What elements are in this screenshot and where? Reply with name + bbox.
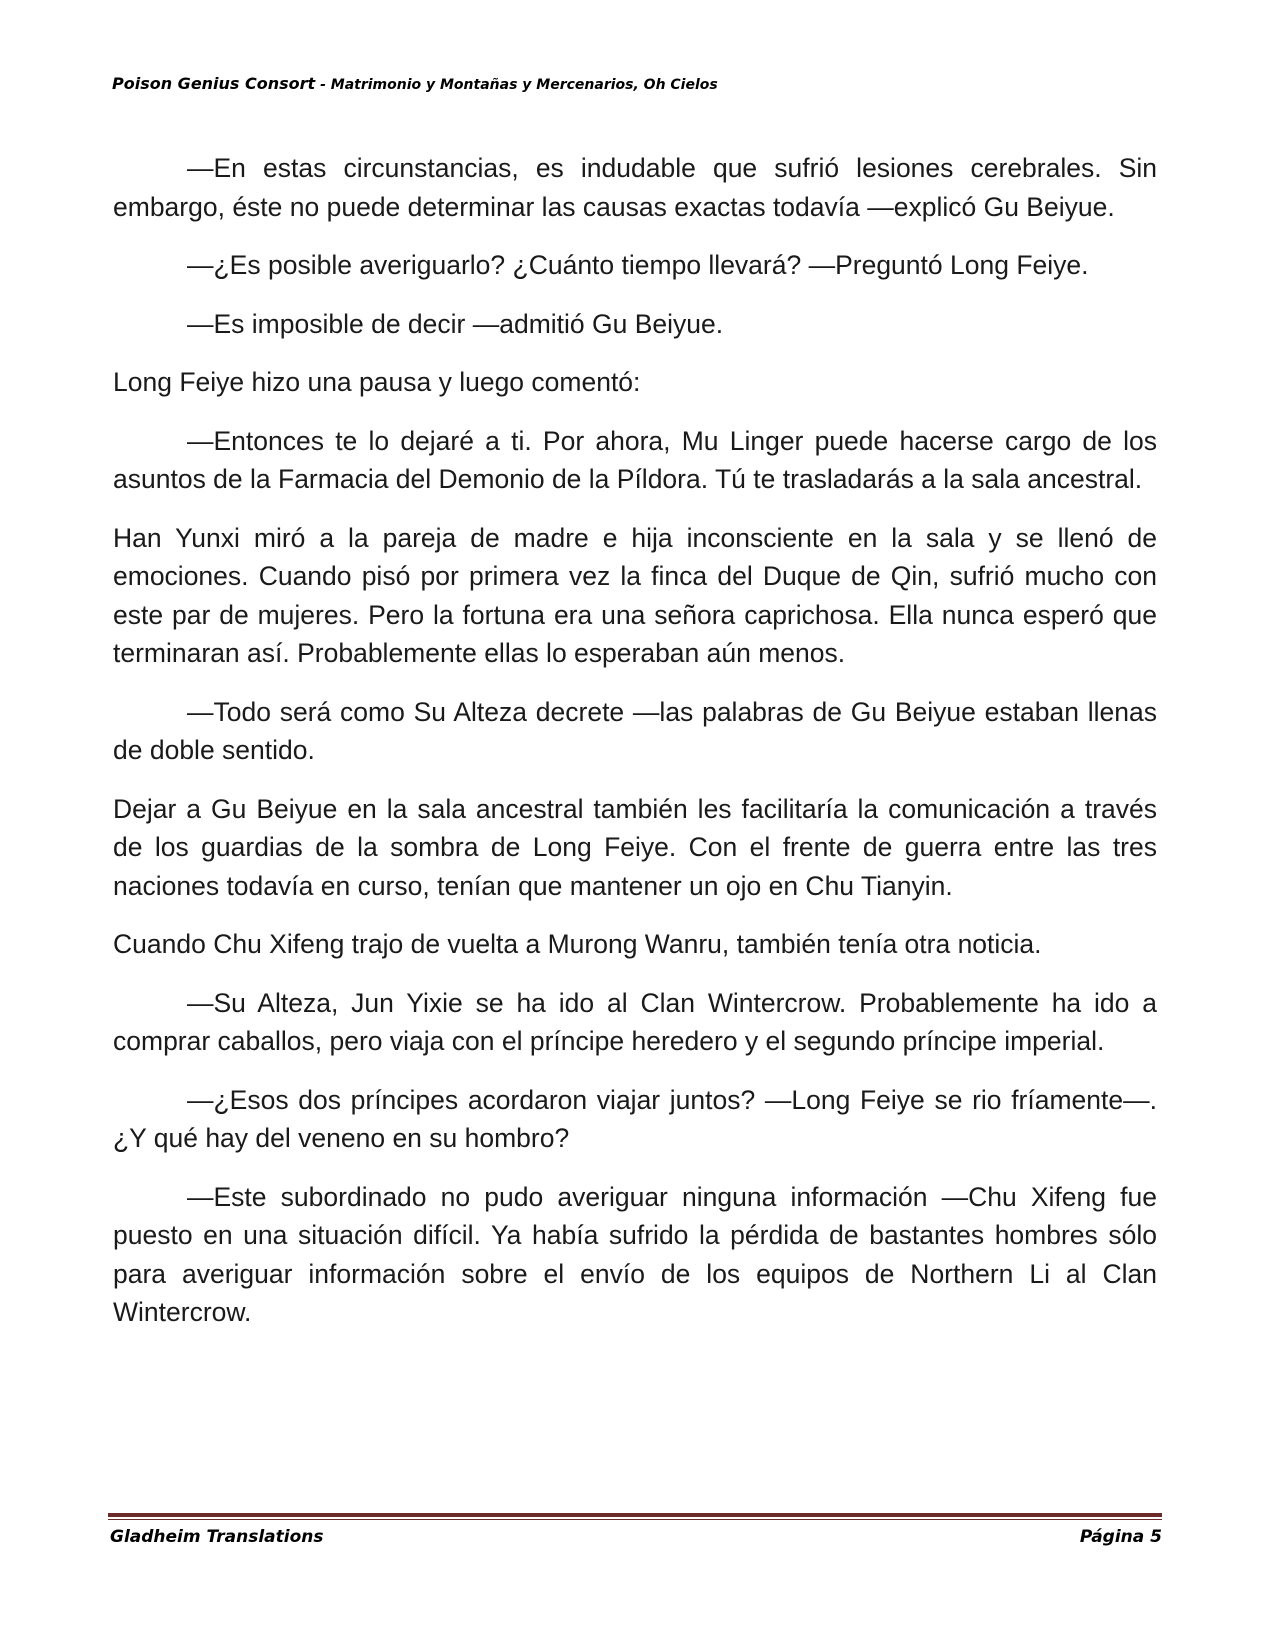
paragraph: —¿Esos dos príncipes acordaron viajar juntos? —Long Feiye se rio fríamente—. ¿Y qué hay del veneno en su hombro? xyxy=(113,1084,1157,1153)
footer-divider xyxy=(108,1513,1162,1520)
footer-divider-thin xyxy=(108,1519,1162,1520)
page-body xyxy=(113,149,1157,1352)
header-separator: - xyxy=(315,77,331,93)
footer-divider-thick xyxy=(108,1513,1162,1517)
paragraph: —Su Alteza, Jun Yixie se ha ido al Clan Wintercrow. Probablemente ha ido a comprar caballos, pero viaja con el príncipe heredero y el segundo príncipe imperial. xyxy=(113,987,1157,1056)
paragraph: —Este subordinado no pudo averiguar ninguna información —Chu Xifeng fue puesto en una situación difícil. Ya había sufrido la pérdida de bastantes hombres sólo para averiguar información sobre el envío de los equipos de Northern Li al Clan Wintercrow. xyxy=(113,1181,1157,1327)
page-header xyxy=(112,74,718,93)
paragraph: Long Feiye hizo una pausa y luego comentó: xyxy=(113,367,641,397)
paragraph: —Es imposible de decir —admitió Gu Beiyue. xyxy=(187,308,724,339)
paragraph: Han Yunxi miró a la pareja de madre e hija inconsciente en la sala y se llenó de emociones. Cuando pisó por primera vez la finca del Duque de Qin, sufrió mucho con este par de mujeres. Pero la fortuna era una señora caprichosa. Ella nunca esperó que terminaran así. Probablemente ellas lo esperaban aún menos. xyxy=(113,522,1157,668)
paragraph: Dejar a Gu Beiyue en la sala ancestral también les facilitaría la comunicación a través de los guardias de la sombra de Long Feiye. Con el frente de guerra entre las tres naciones todavía en curso, tenían que mantener un ojo en Chu Tianyin. xyxy=(113,793,1157,901)
paragraph: Cuando Chu Xifeng trajo de vuelta a Murong Wanru, también tenía otra noticia. xyxy=(113,929,1042,959)
paragraph: —Todo será como Su Alteza decrete —las palabras de Gu Beiyue estaban llenas de doble sentido. xyxy=(113,696,1157,765)
paragraph: —¿Es posible averiguarlo? ¿Cuánto tiempo llevará? —Preguntó Long Feiye. xyxy=(187,250,1089,280)
paragraph: —Entonces te lo dejaré a ti. Por ahora, Mu Linger puede hacerse cargo de los asuntos de la Farmacia del Demonio de la Píldora. Tú te trasladarás a la sala ancestral. xyxy=(113,425,1157,494)
chapter-subtitle: Matrimonio y Montañas y Mercenarios, Oh Cielos xyxy=(330,77,718,93)
book-title: Poison Genius Consort xyxy=(112,74,316,93)
footer-translator: Gladheim Translations xyxy=(110,1527,324,1547)
paragraph: —En estas circunstancias, es indudable que sufrió lesiones cerebrales. Sin embargo, éste no puede determinar las causas exactas todavía —explicó Gu Beiyue. xyxy=(113,153,1157,222)
page-number: Página 5 xyxy=(1079,1527,1162,1547)
